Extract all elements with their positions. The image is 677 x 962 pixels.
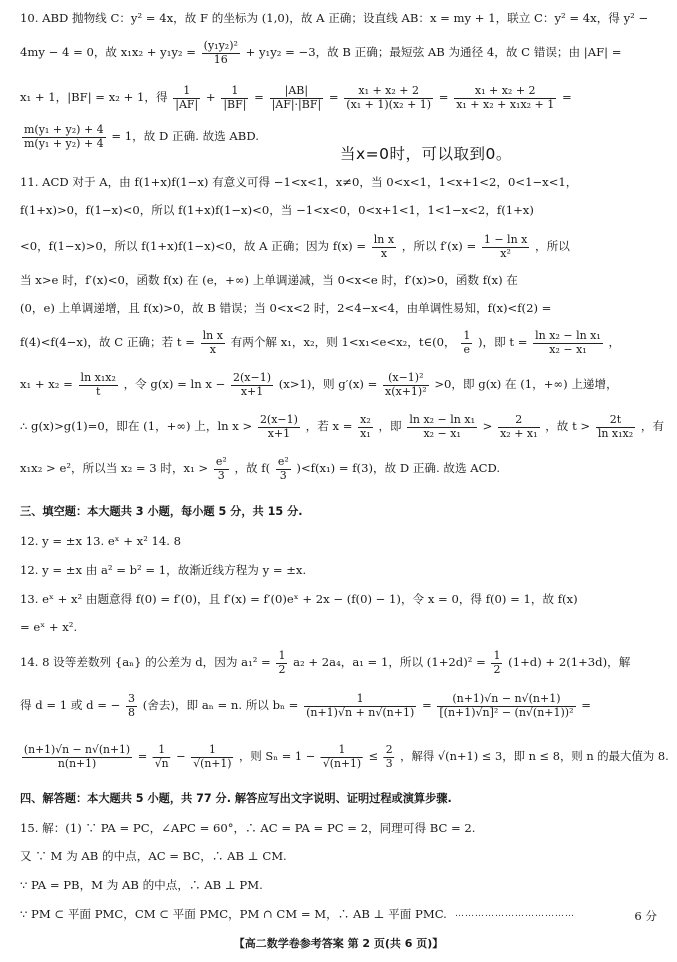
fraction: $\frac{\text{ln x}}{x}$ bbox=[202, 329, 223, 356]
q10-line-2: 4my − 4 = 0，故 x₁x₂ + y₁y₂ = $\frac{\text{(y₁y₂)²}}{16}$ + y₁y₂ = −3，故 B 正确；最短弦 AB 为通径 4，故 C 错误；由 |AF| = bbox=[20, 39, 622, 66]
fraction: $\frac{|AB|}{|AF|\cdot|BF|}$ bbox=[271, 84, 322, 111]
fraction: $\frac{1}{√n}$ bbox=[154, 743, 169, 770]
fraction: $\frac{\text{ln x₁x₂}}{t}$ bbox=[80, 371, 116, 398]
q11-line-4: 当 x>e 时，f′(x)<0，函数 f(x) 在 (e，+∞) 上单调递减，当 0<x<e 时，f′(x)>0，函数 f(x) 在 bbox=[20, 273, 518, 287]
fraction: $\frac{\text{m(y₁ + y₂) + 4}}{\text{m(y₁ + y₂) + 4}}$ bbox=[24, 123, 104, 150]
answers-row: 12. y = ±x 13. eˣ + x² 14. 8 bbox=[20, 534, 182, 548]
q15-line-3: ∵ PA = PB，M 为 AB 的中点，∴ AB ⊥ PM. bbox=[20, 878, 263, 892]
fraction: $\frac{\text{(x−1)²}}{\text{x(x+1)²}}$ bbox=[385, 371, 427, 398]
fraction: $\frac{1}{√(n+1)}$ bbox=[193, 743, 232, 770]
q10-line-3: x₁ + 1，|BF| = x₂ + 1，得 $\frac{1}{|AF|}$ + $\frac{1}{|BF|}$ = $\frac{|AB|}{|AF|\cdot|BF|}$ = $\frac{\text{x₁ + x₂ + 2}}{\text{(x₁ + 1)(x₂ + 1)}}$ = $\frac{\text{x₁ + x₂ + 2}}{\text{x₁ + x₂ + x₁x₂ + 1}}$ = bbox=[20, 84, 572, 111]
fraction: $\frac{1}{2}$ bbox=[493, 649, 501, 676]
q11-line-9: x₁x₂ > e²，所以当 x₂ = 3 时，x₁ > $\frac{\text{e²}}{3}$ ，故 f( $\frac{\text{e²}}{3}$ )<f(x₁) = f(3)，故 D 正确. 故选 ACD. bbox=[20, 455, 501, 482]
fraction: $\frac{1}{√(n+1)}$ bbox=[322, 743, 362, 770]
fraction: $\frac{\text{ln x₂ − ln x₁}}{\text{x₂ − x₁}}$ bbox=[409, 413, 475, 440]
fraction: $\frac{\text{e²}}{3}$ bbox=[215, 455, 227, 482]
fraction: $\frac{\text{ln x₂ − ln x₁}}{\text{x₂ − x₁}}$ bbox=[535, 329, 601, 356]
score-mark: 6 分 bbox=[634, 909, 657, 923]
fraction: $\frac{(n+1)√n - n√(n+1)}{n(n+1)}$ bbox=[23, 743, 131, 770]
q15-line-4: ∵ PM ⊂ 平面 PMC，CM ⊂ 平面 PMC，PM ∩ CM = M，∴ AB ⊥ 平面 PMC. bbox=[20, 907, 447, 921]
section-4-title: 四、解答题：本大题共 5 小题，共 77 分. 解答应写出文字说明、证明过程或演算步骤. bbox=[20, 792, 452, 805]
q11-line-8: ∴ g(x)>g(1)=0，即在 (1，+∞) 上，ln x > $\frac{2(x-1)}{x+1}$ ，若 x = $\frac{\text{x₂}}{\text{x₁}}$ ，即 $\frac{\text{ln x₂ − ln x₁}}{\text{x₂ − x₁}}$ > $\frac{2}{\text{x₂ + x₁}}$ ，故 t > $\frac{2t}{\text{ln x₁x₂}}$ ，有 bbox=[20, 413, 665, 440]
fraction: $\frac{\text{e²}}{3}$ bbox=[277, 455, 289, 482]
fraction: $\frac{\text{ln x}}{x}$ bbox=[373, 233, 395, 260]
q13-line-2: = eˣ + x². bbox=[20, 620, 78, 634]
fraction: $\frac{1}{|AF|}$ bbox=[175, 84, 199, 111]
leader-dots: ……………………………… bbox=[455, 909, 575, 919]
q11-line-5: (0，e) 上单调递增，且 f(x)>0，故 B 错误；当 0<x<2 时，2<4−x<4，由单调性易知，f(x)<f(2) = bbox=[20, 301, 552, 315]
q12-line: 12. y = ±x 由 a² = b² = 1，故渐近线方程为 y = ±x. bbox=[20, 563, 307, 577]
q11-line-1: 11. ACD 对于 A，由 f(1+x)f(1−x) 有意义可得 −1<x<1，x≠0，当 0<x<1，1<x+1<2，0<1−x<1， bbox=[20, 175, 578, 189]
fraction: $\frac{\text{x₁ + x₂ + 2}}{\text{x₁ + x₂ + x₁x₂ + 1}}$ bbox=[456, 84, 555, 111]
fraction: $\frac{1}{|BF|}$ bbox=[223, 84, 247, 111]
q15-line-1: 15. 解：(1) ∵ PA = PC，∠APC = 60°，∴ AC = PA = PC = 2，同理可得 BC = 2. bbox=[20, 821, 476, 835]
q10-line-4: $\frac{\text{m(y₁ + y₂) + 4}}{\text{m(y₁ + y₂) + 4}}$ = 1，故 D 正确. 故选 ABD. bbox=[24, 123, 259, 150]
q14-line-1: 14. 8 设等差数列 {aₙ} 的公差为 d，因为 a₁² = $\frac{1}{2}$ a₂ + 2a₄，a₁ = 1，所以 (1+2d)² = $\frac{1}{2}$ (1+d) + 2(1+3d)，解 bbox=[20, 649, 631, 676]
fraction: $\frac{1}{2}$ bbox=[278, 649, 286, 676]
section-3-title: 三、填空题：本大题共 3 小题，每小题 5 分，共 15 分. bbox=[20, 505, 303, 518]
fraction: $\frac{1}{e}$ bbox=[463, 329, 471, 356]
q10-line-1: 10. ABD 抛物线 C：y² = 4x，故 F 的坐标为 (1,0)，故 A 正确；设直线 AB：x = my + 1，联立 C：y² = 4x，得 y² − bbox=[20, 11, 649, 25]
q11-line-7: x₁ + x₂ = $\frac{\text{ln x₁x₂}}{t}$ ，令 g(x) = ln x − $\frac{2(x-1)}{x+1}$ (x>1)，则 g′(x) = $\frac{\text{(x−1)²}}{\text{x(x+1)²}}$ >0，即 g(x) 在 (1，+∞) 上递增， bbox=[20, 371, 618, 398]
fraction: $\frac{2}{\text{x₂ + x₁}}$ bbox=[500, 413, 538, 440]
fraction: $\frac{\text{x₁ + x₂ + 2}}{\text{(x₁ + 1)(x₂ + 1)}}$ bbox=[346, 84, 432, 111]
q11-line-6: f(4)<f(4−x)，故 C 正确；若 t = $\frac{\text{ln x}}{x}$ 有两个解 x₁，x₂，则 1<x₁<e<x₂，t∈(0， $\frac{1}{e}$ )，即 t = $\frac{\text{ln x₂ − ln x₁}}{\text{x₂ − x₁}}$ ， bbox=[20, 329, 621, 356]
fraction: $\frac{2}{3}$ bbox=[385, 743, 393, 770]
fraction: $\frac{(n+1)√n - n√(n+1)}{\text{[(n+1)√n]² − (n√(n+1))²}}$ bbox=[439, 692, 574, 719]
q13-line-1: 13. eˣ + x² 由题意得 f(0) = f′(0)，且 f′(x) = f′(0)eˣ + 2x − (f(0) − 1)，令 x = 0，得 f(0) = 1，故 f(x) bbox=[20, 592, 578, 606]
fraction: $\frac{1}{(n+1)√n + n√(n+1)}$ bbox=[306, 692, 415, 719]
fraction: $\frac{2t}{\text{ln x₁x₂}}$ bbox=[597, 413, 634, 440]
fraction: $\frac{2(x-1)}{x+1}$ bbox=[233, 371, 272, 398]
q15-line-2: 又 ∵ M 为 AB 的中点，AC = BC，∴ AB ⊥ CM. bbox=[20, 849, 287, 863]
fraction: $\frac{\text{1 − ln x}}{\text{x²}}$ bbox=[483, 233, 528, 260]
fraction: $\frac{\text{x₂}}{\text{x₁}}$ bbox=[360, 413, 371, 440]
q14-line-3: $\frac{(n+1)√n - n√(n+1)}{n(n+1)}$ = $\frac{1}{√n}$ − $\frac{1}{√(n+1)}$ ，则 Sₙ = 1 − $\frac{1}{√(n+1)}$ ≤ $\frac{2}{3}$ ，解得 √(n+1) ≤ 3，即 n ≤ 8，则 n 的最大值为 8. bbox=[23, 743, 669, 770]
q14-line-2: 得 d = 1 或 d = − $\frac{3}{8}$ (舍去)，即 aₙ = n. 所以 bₙ = $\frac{1}{(n+1)√n + n√(n+1)}$ = $\frac{(n+1)√n - n√(n+1)}{\text{[(n+1)√n]² − (n√(n+1))²}}$ = bbox=[20, 692, 591, 719]
fraction: $\frac{2(x-1)}{x+1}$ bbox=[259, 413, 298, 440]
fraction: $\frac{3}{8}$ bbox=[128, 692, 136, 719]
q11-line-2: f(1+x)>0，f(1−x)<0，所以 f(1+x)f(1−x)<0，当 −1<x<0，0<x+1<1，1<1−x<2，f(1+x) bbox=[20, 203, 534, 217]
fraction: $\frac{\text{(y₁y₂)²}}{16}$ bbox=[203, 39, 238, 66]
q11-line-3: <0，f(1−x)>0，所以 f(1+x)f(1−x)<0，故 A 正确；因为 f(x) = $\frac{\text{ln x}}{x}$ ，所以 f′(x) = $\frac{\text{1 − ln x}}{\text{x²}}$ ，所以 bbox=[20, 233, 570, 260]
handwritten-note: 当x=0时，可以取到0。 bbox=[340, 145, 512, 163]
page-footer: 【高二数学卷参考答案 第 2 页(共 6 页)】 bbox=[233, 937, 444, 950]
